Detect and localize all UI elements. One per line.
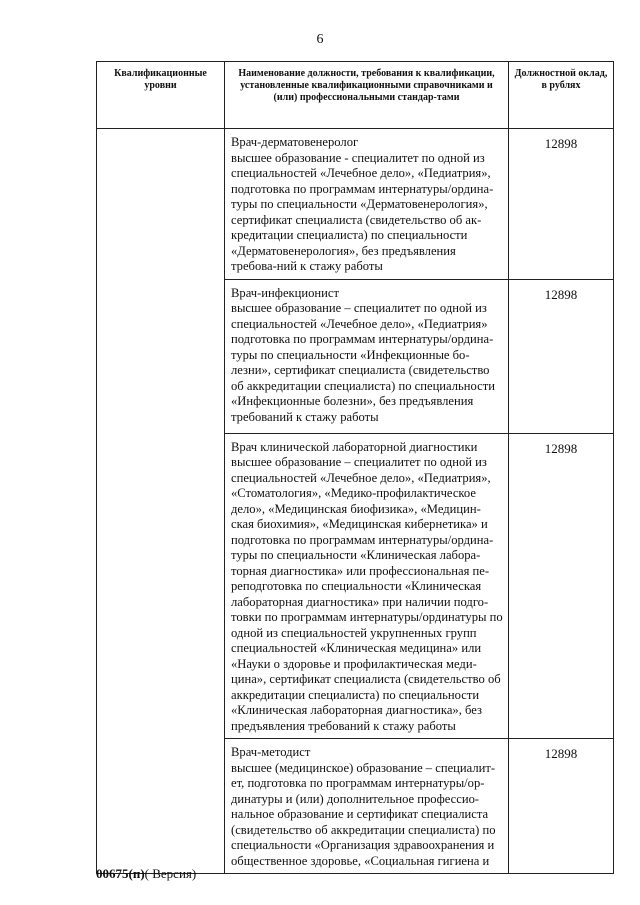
table-row — [97, 129, 614, 280]
position-cell — [225, 129, 509, 280]
position-requirements: высшее образование – специалитет по одной из специальностей «Лечебное дело», «Педиатрия» подготовка по программам интернатуры/ордина-туры по специальности «Инфекционные бо-лезни», сертификат специалиста (свидетельство об аккредитации специалиста) по специальности «Инфекционные болезни», без предъявления требований к стажу работы — [231, 301, 495, 424]
position-cell — [225, 739, 509, 874]
page-number: 6 — [316, 32, 324, 47]
qualification-table — [96, 61, 614, 874]
header-position: Наименование должности, требования к квалификации, установленные квалификационными справочниками и (или) профессиональными стандар-тами — [225, 62, 509, 129]
position-title: Врач-дерматовенеролог — [231, 135, 359, 149]
position-requirements: высшее образование - специалитет по одной из специальностей «Лечебное дело», «Педиатрия», подготовка по программам интернатуры/ордина-туры по специальности «Дерматовенерология», сертификат специалиста (свидетельство об ак-кредитации специалиста) по специальности «Дерматовенерология», без предъявления требова-ний к стажу работы — [231, 150, 494, 273]
document-footer — [96, 866, 196, 882]
table-header-row — [97, 62, 614, 129]
salary-cell: 12898 — [509, 129, 614, 280]
position-title: Врач-методист — [231, 745, 311, 759]
salary-cell: 12898 — [509, 739, 614, 874]
level-cell — [97, 129, 225, 874]
document-code: 00675(п) — [96, 866, 145, 881]
salary-cell: 12898 — [509, 279, 614, 433]
position-title: Врач-инфекционист — [231, 285, 340, 300]
position-cell — [225, 433, 509, 739]
header-salary: Должностной оклад, в рублях — [509, 62, 614, 129]
position-cell — [225, 279, 509, 433]
position-title: Врач клинической лабораторной диагностики — [231, 439, 478, 454]
document-version: ( Версия) — [144, 866, 197, 881]
salary-cell: 12898 — [509, 433, 614, 739]
header-level: Квалификационные уровни — [97, 62, 225, 129]
position-requirements: высшее (медицинское) образование – специалит-ет, подготовка по программам интернатуры/ор-динатуры и (или) дополнительное профессио-нальное образование и сертификат специалиста (свидетельство об аккредитации специалиста) по специальности «Организация здравоохранения и общественное здоровье, «Социальная гигиена и — [231, 760, 496, 868]
position-requirements: высшее образование – специалитет по одной из специальностей «Лечебное дело», «Педиатрия», «Стоматология», «Медико-профилактическое дело», «Медицинская биофизика», «Медицин-ская биохимия», «Медицинская кибернетика» и подготовка по программам интернатуры/ордина-туры по специальности «Клиническая лабора-торная диагностика» или профессиональная пе-реподготовка по специальности «Клиническая лабораторная диагностика» при наличии подго-товки по программам интернатуры/ординатуры по одной из специальностей укрупненных групп специальностей «Клиническая медицина» или «Науки о здоровье и профилактическая меди-цина», сертификат специалиста (свидетельство об аккредитации специалиста) по специальности «Клиническая лабораторная диагностика», без предъявления требований к стажу работы — [231, 455, 503, 733]
